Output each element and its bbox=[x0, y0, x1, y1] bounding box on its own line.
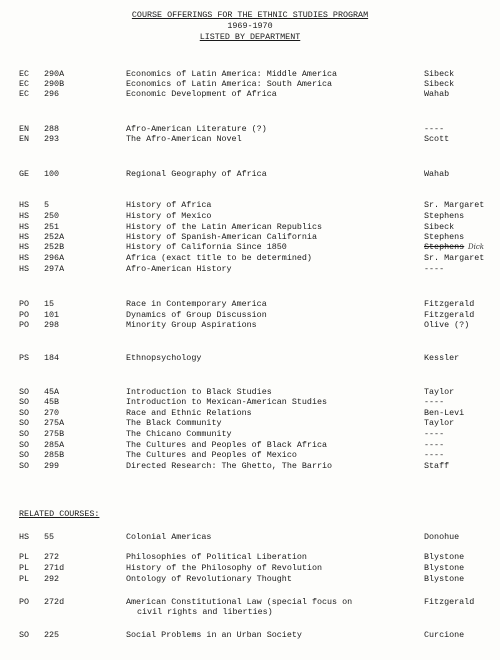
course-number: 292 bbox=[44, 574, 60, 584]
course-row bbox=[0, 222, 500, 232]
course-dept: PL bbox=[19, 574, 30, 584]
course-row bbox=[0, 89, 500, 99]
course-dept: PO bbox=[19, 320, 30, 330]
course-dept: PL bbox=[19, 552, 30, 562]
course-number: 100 bbox=[44, 169, 60, 179]
course-number: 272d bbox=[44, 597, 65, 607]
course-title: History of Africa bbox=[126, 200, 212, 210]
course-number: 272 bbox=[44, 552, 60, 562]
course-number: 299 bbox=[44, 461, 60, 471]
course-title: Ethnopsychology bbox=[126, 353, 202, 363]
related-courses-heading: RELATED COURSES: bbox=[19, 509, 100, 519]
course-title: Race and Ethnic Relations bbox=[126, 408, 252, 418]
course-instructor: Staff bbox=[424, 461, 450, 471]
course-number: 297A bbox=[44, 264, 65, 274]
course-row bbox=[0, 232, 500, 242]
course-dept: SO bbox=[19, 408, 30, 418]
course-dept: PO bbox=[19, 299, 30, 309]
course-title: History of California Since 1850 bbox=[126, 242, 287, 252]
course-number: 271d bbox=[44, 563, 65, 573]
course-row bbox=[0, 253, 500, 263]
course-number: 251 bbox=[44, 222, 60, 232]
course-number: 290A bbox=[44, 69, 65, 79]
course-row bbox=[0, 320, 500, 330]
course-row bbox=[0, 597, 500, 607]
course-title: Race in Contemporary America bbox=[126, 299, 267, 309]
course-instructor: Wahab bbox=[424, 169, 450, 179]
course-row bbox=[0, 552, 500, 562]
course-dept: HS bbox=[19, 532, 30, 542]
course-title: Introduction to Mexican-American Studies bbox=[126, 397, 328, 407]
course-row bbox=[0, 264, 500, 274]
course-dept: GE bbox=[19, 169, 30, 179]
course-row bbox=[0, 310, 500, 320]
course-instructor: Taylor bbox=[424, 387, 455, 397]
course-dept: HS bbox=[19, 232, 30, 242]
course-title: Economic Development of Africa bbox=[126, 89, 277, 99]
course-number: 270 bbox=[44, 408, 60, 418]
course-number: 275A bbox=[44, 418, 65, 428]
course-dept: HS bbox=[19, 253, 30, 263]
course-instructor: Blystone bbox=[424, 574, 465, 584]
course-instructor: Wahab bbox=[424, 89, 450, 99]
course-number: 5 bbox=[44, 200, 50, 210]
course-dept: SO bbox=[19, 450, 30, 460]
course-instructor: Sr. Margaret bbox=[424, 253, 485, 263]
course-number: 225 bbox=[44, 630, 60, 640]
course-row bbox=[0, 353, 500, 363]
course-number: 55 bbox=[44, 532, 55, 542]
course-dept: PO bbox=[19, 310, 30, 320]
course-title: Ontology of Revolutionary Thought bbox=[126, 574, 292, 584]
course-row bbox=[0, 532, 500, 542]
course-row bbox=[0, 429, 500, 439]
course-dept: PO bbox=[19, 597, 30, 607]
course-instructor: Sr. Margaret bbox=[424, 200, 485, 210]
course-instructor: Sibeck bbox=[424, 79, 455, 89]
course-title: Africa (exact title to be determined) bbox=[126, 253, 312, 263]
course-title: Minority Group Aspirations bbox=[126, 320, 257, 330]
course-instructor: ---- bbox=[424, 450, 445, 460]
course-title: Colonial Americas bbox=[126, 532, 212, 542]
course-number: 296A bbox=[44, 253, 65, 263]
document-year bbox=[0, 21, 500, 31]
document-title bbox=[0, 10, 500, 20]
course-number: 288 bbox=[44, 124, 60, 134]
course-row bbox=[0, 440, 500, 450]
course-number: 296 bbox=[44, 89, 60, 99]
course-title: History of the Latin American Republics bbox=[126, 222, 323, 232]
course-row bbox=[0, 408, 500, 418]
course-instructor: Ben-Levi bbox=[424, 408, 465, 418]
handwritten-note: Dick bbox=[468, 243, 485, 251]
course-instructor: Donohue bbox=[424, 532, 460, 542]
course-row bbox=[0, 299, 500, 309]
course-row bbox=[0, 397, 500, 407]
course-dept: HS bbox=[19, 211, 30, 221]
course-row bbox=[0, 461, 500, 471]
course-instructor: Curcione bbox=[424, 630, 465, 640]
course-dept: EN bbox=[19, 134, 30, 144]
course-instructor: Stephens bbox=[424, 232, 465, 242]
course-instructor: Taylor bbox=[424, 418, 455, 428]
course-dept: HS bbox=[19, 242, 30, 252]
course-number: 285B bbox=[44, 450, 65, 460]
course-title: History of the Philosophy of Revolution bbox=[126, 563, 323, 573]
course-instructor: Sibeck bbox=[424, 222, 455, 232]
course-number: 250 bbox=[44, 211, 60, 221]
course-dept: EN bbox=[19, 124, 30, 134]
document-subtitle bbox=[0, 32, 500, 42]
course-number: 275B bbox=[44, 429, 65, 439]
course-number: 252B bbox=[44, 242, 65, 252]
course-row bbox=[0, 563, 500, 573]
course-instructor: ---- bbox=[424, 264, 445, 274]
course-dept: SO bbox=[19, 440, 30, 450]
course-instructor: Sibeck bbox=[424, 69, 455, 79]
course-row bbox=[0, 169, 500, 179]
course-instructor: Blystone bbox=[424, 552, 465, 562]
course-row bbox=[0, 574, 500, 584]
course-title: Dynamics of Group Discussion bbox=[126, 310, 267, 320]
course-title: Introduction to Black Studies bbox=[126, 387, 272, 397]
course-dept: SO bbox=[19, 397, 30, 407]
course-row bbox=[0, 69, 500, 79]
course-dept: SO bbox=[19, 429, 30, 439]
course-number: 45B bbox=[44, 397, 60, 407]
title-line-3: LISTED BY DEPARTMENT bbox=[199, 32, 301, 42]
course-instructor: Fitzgerald bbox=[424, 299, 475, 309]
course-dept: SO bbox=[19, 418, 30, 428]
course-dept: EC bbox=[19, 89, 30, 99]
course-dept: HS bbox=[19, 264, 30, 274]
course-number: 293 bbox=[44, 134, 60, 144]
course-row bbox=[0, 211, 500, 221]
course-row bbox=[0, 200, 500, 210]
course-instructor: Olive (?) bbox=[424, 320, 470, 330]
course-row bbox=[0, 387, 500, 397]
course-number: 252A bbox=[44, 232, 65, 242]
course-dept: HS bbox=[19, 222, 30, 232]
course-number: 290B bbox=[44, 79, 65, 89]
course-row bbox=[0, 124, 500, 134]
course-instructor: ---- bbox=[424, 124, 445, 134]
course-instructor: Kessler bbox=[424, 353, 460, 363]
course-dept: SO bbox=[19, 387, 30, 397]
course-row bbox=[0, 79, 500, 89]
course-number: 101 bbox=[44, 310, 60, 320]
course-instructor: Scott bbox=[424, 134, 450, 144]
course-dept: PL bbox=[19, 563, 30, 573]
course-number: 184 bbox=[44, 353, 60, 363]
course-instructor: Fitzgerald bbox=[424, 310, 475, 320]
course-instructor: ---- bbox=[424, 429, 445, 439]
course-title: Economics of Latin America: Middle America bbox=[126, 69, 338, 79]
course-title: The Black Community bbox=[126, 418, 222, 428]
course-dept: EC bbox=[19, 69, 30, 79]
course-row bbox=[0, 450, 500, 460]
course-title: Afro-American Literature (?) bbox=[126, 124, 267, 134]
title-line-2: 1969-1970 bbox=[227, 21, 273, 31]
course-dept: PS bbox=[19, 353, 30, 363]
course-row bbox=[0, 134, 500, 144]
course-dept: SO bbox=[19, 630, 30, 640]
course-row bbox=[0, 418, 500, 428]
course-title: The Cultures and Peoples of Black Africa bbox=[126, 440, 328, 450]
course-number: 285A bbox=[44, 440, 65, 450]
course-row bbox=[0, 630, 500, 640]
course-title: The Chicano Community bbox=[126, 429, 232, 439]
course-title: Social Problems in an Urban Society bbox=[126, 630, 302, 640]
course-number: 45A bbox=[44, 387, 60, 397]
course-instructor: Blystone bbox=[424, 563, 465, 573]
course-title: American Constitutional Law (special focus on bbox=[126, 597, 353, 607]
course-dept: SO bbox=[19, 461, 30, 471]
course-instructor: ---- bbox=[424, 397, 445, 407]
course-title: Regional Geography of Africa bbox=[126, 169, 267, 179]
course-number: 15 bbox=[44, 299, 55, 309]
course-title-continuation: civil rights and liberties) bbox=[137, 607, 273, 617]
course-instructor: Stephens bbox=[424, 242, 465, 252]
course-row bbox=[0, 242, 500, 252]
course-instructor: ---- bbox=[424, 440, 445, 450]
course-dept: EC bbox=[19, 79, 30, 89]
course-title: History of Spanish-American California bbox=[126, 232, 317, 242]
course-number: 298 bbox=[44, 320, 60, 330]
course-title: The Afro-American Novel bbox=[126, 134, 242, 144]
course-title: Afro-American History bbox=[126, 264, 232, 274]
title-line-1: COURSE OFFERINGS FOR THE ETHNIC STUDIES PROGRAM bbox=[131, 10, 369, 20]
course-title: The Cultures and Peoples of Mexico bbox=[126, 450, 297, 460]
course-title: Directed Research: The Ghetto, The Barrio bbox=[126, 461, 333, 471]
course-instructor: Fitzgerald bbox=[424, 597, 475, 607]
course-title: History of Mexico bbox=[126, 211, 212, 221]
course-instructor: Stephens bbox=[424, 211, 465, 221]
course-title: Economics of Latin America: South America bbox=[126, 79, 333, 89]
course-dept: HS bbox=[19, 200, 30, 210]
course-title-continuation-row bbox=[0, 607, 500, 617]
course-title: Philosophies of Political Liberation bbox=[126, 552, 307, 562]
